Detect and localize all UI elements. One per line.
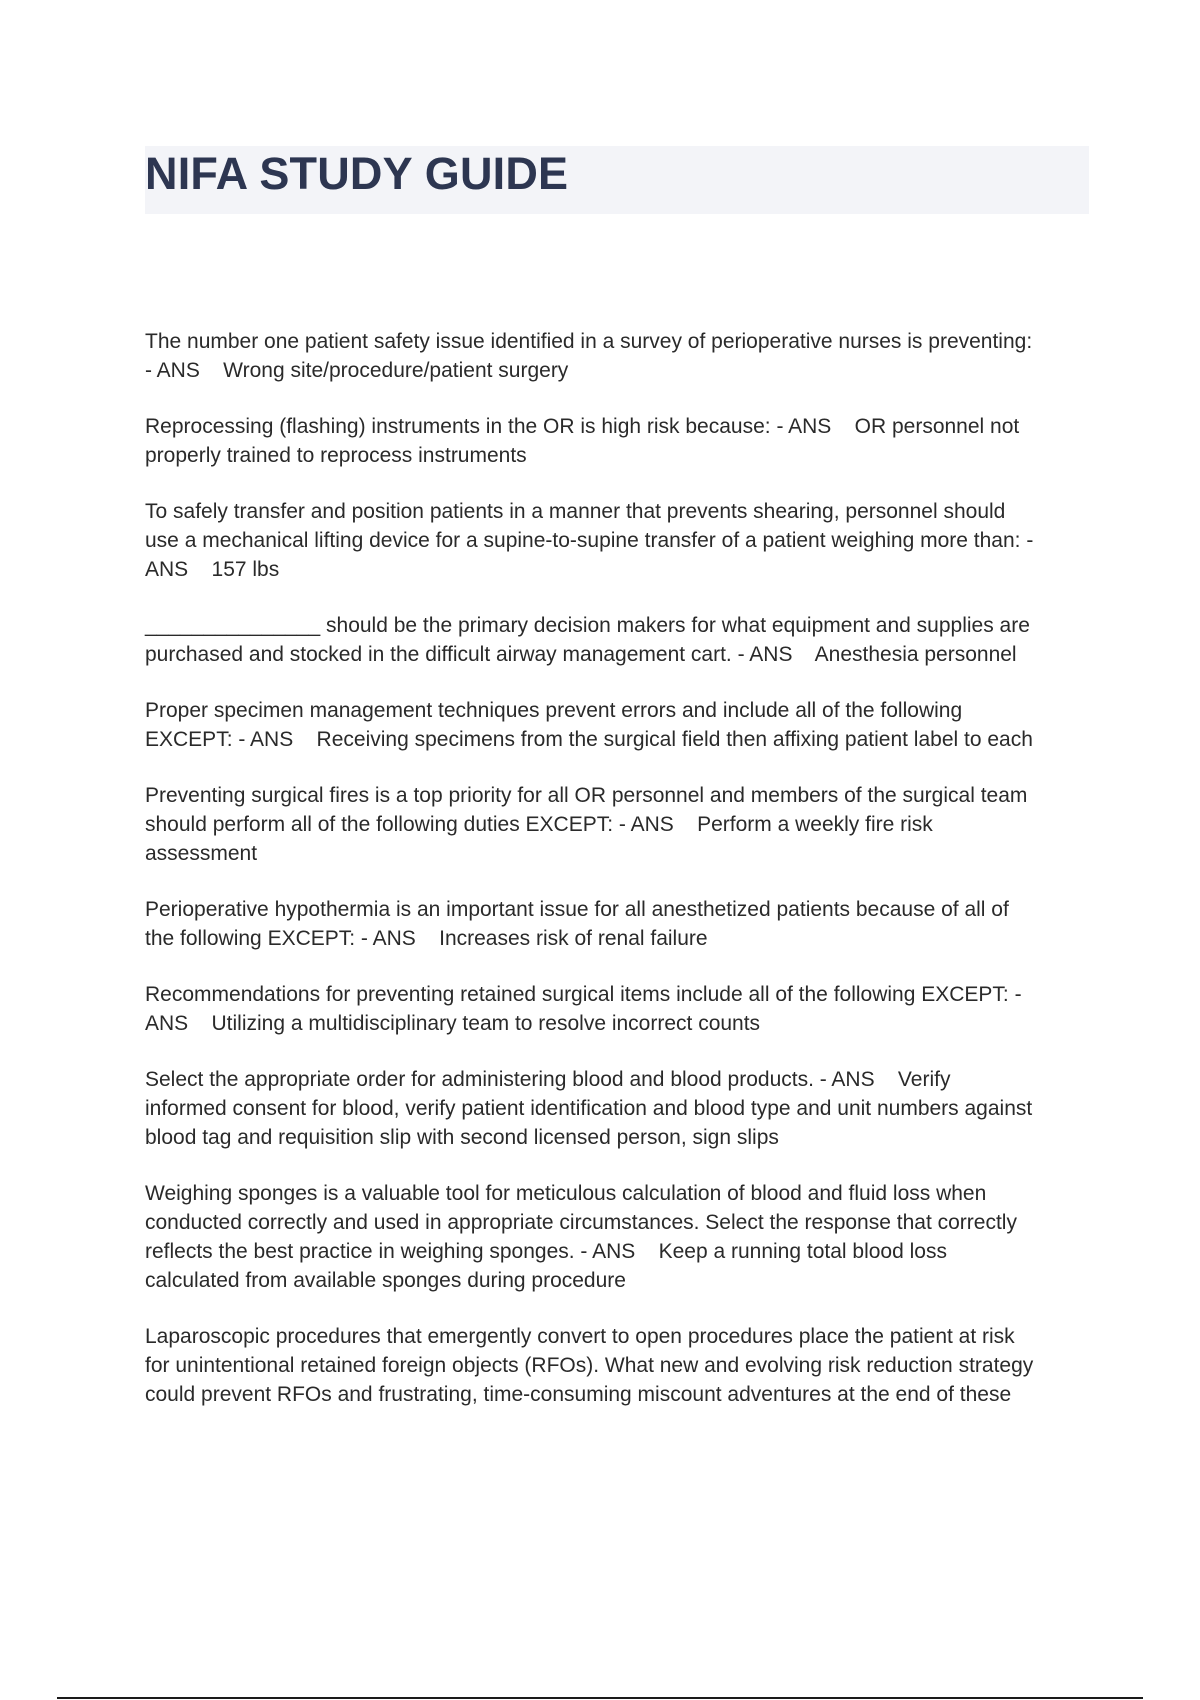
qa-entry-7: Perioperative hypothermia is an important issue for all anesthetized patients because of all of the following EXCEPT: - ANS Increases risk of renal failure	[145, 898, 1009, 950]
qa-entry-11: Laparoscopic procedures that emergently convert to open procedures place the patient at risk for unintentional retained foreign objects (RFOs). What new and evolving risk reduction strategy could prevent RFOs and frustrating, time-consuming miscount adventures at the end of these	[145, 1325, 1034, 1406]
qa-entry-4: _______________ should be the primary decision makers for what equipment and supplies are purchased and stocked in the difficult airway management cart. - ANS Anesthesia personnel	[145, 614, 1030, 666]
page-title: NIFA STUDY GUIDE	[145, 148, 569, 199]
qa-entry-3: To safely transfer and position patients in a manner that prevents shearing, personnel should use a mechanical lifting device for a supine-to-supine transfer of a patient weighing more than: - ANS 157 lbs	[145, 500, 1034, 581]
page-divider	[57, 1697, 1143, 1699]
qa-list	[145, 327, 1095, 1436]
qa-entry-5: Proper specimen management techniques prevent errors and include all of the following EXCEPT: - ANS Receiving specimens from the surgical field then affixing patient label to each	[145, 699, 1033, 751]
qa-entry-10: Weighing sponges is a valuable tool for meticulous calculation of blood and fluid loss when conducted correctly and used in appropriate circumstances. Select the response that correctly reflects the best practice in weighing sponges. - ANS Keep a running total blood loss calculated from available sponges during procedure	[145, 1182, 1017, 1292]
qa-entry-6: Preventing surgical fires is a top priority for all OR personnel and members of the surgical team should perform all of the following duties EXCEPT: - ANS Perform a weekly fire risk assessment	[145, 784, 1028, 865]
qa-entry-9: Select the appropriate order for administering blood and blood products. - ANS Verify informed consent for blood, verify patient identification and blood type and unit numbers against blood tag and requisition slip with second licensed person, sign slips	[145, 1068, 1033, 1149]
qa-entry-1: The number one patient safety issue identified in a survey of perioperative nurses is preventing: - ANS Wrong site/procedure/patient surgery	[145, 330, 1033, 382]
qa-entry-8: Recommendations for preventing retained surgical items include all of the following EXCEPT: - ANS Utilizing a multidisciplinary team to resolve incorrect counts	[145, 983, 1022, 1035]
qa-entry-2: Reprocessing (flashing) instruments in the OR is high risk because: - ANS OR personnel not properly trained to reprocess instruments	[145, 415, 1020, 467]
